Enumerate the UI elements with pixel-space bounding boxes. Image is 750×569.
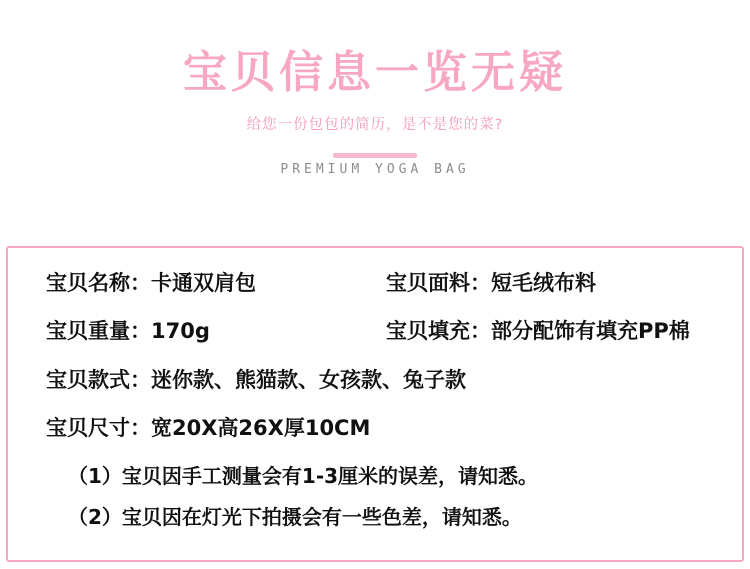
subtitle-underline	[333, 153, 417, 158]
spec-value: 宽20X高26X厚10CM	[151, 415, 371, 440]
spec-label: 宝贝重量：	[46, 319, 151, 344]
list-item: （1）宝贝因手工测量会有1-3厘米的误差，请知悉。	[68, 464, 539, 489]
spec-value: 迷你款、熊猫款、女孩款、兔子款	[151, 367, 466, 392]
list-item: （2）宝贝因在灯光下拍摄会有一些色差，请知悉。	[68, 505, 522, 530]
table-row	[46, 367, 708, 394]
spec-label: 宝贝面料：	[386, 271, 491, 295]
table-row	[46, 415, 708, 442]
spec-value: 部分配饰有填充PP棉	[491, 319, 690, 344]
spec-value: 短毛绒布料	[491, 271, 596, 295]
spec-label: 宝贝款式：	[46, 367, 151, 392]
notes-list	[46, 463, 708, 531]
spec-table	[6, 246, 744, 562]
page-title: 宝贝信息一览无疑	[183, 47, 567, 98]
subtitle: 给您一份包包的简历，是不是您的菜?	[246, 116, 504, 133]
table-row	[46, 270, 708, 297]
english-subtitle: PREMIUM YOGA BAG	[280, 161, 470, 177]
spec-cell-filling	[386, 318, 708, 345]
spec-label: 宝贝尺寸：	[46, 415, 151, 440]
spec-cell-style	[46, 367, 708, 394]
spec-label: 宝贝填充：	[386, 319, 491, 344]
subtitle-row	[0, 113, 750, 134]
spec-label: 宝贝名称：	[46, 271, 151, 295]
spec-value: 卡通双肩包	[151, 271, 256, 295]
spec-value: 170g	[151, 319, 210, 344]
spec-cell-weight	[46, 318, 386, 345]
spec-cell-material	[386, 270, 708, 297]
spec-cell-name	[46, 270, 386, 297]
table-row	[46, 318, 708, 345]
spec-cell-size	[46, 415, 708, 442]
banner-header	[0, 0, 750, 177]
spec-table-inner	[8, 248, 742, 560]
